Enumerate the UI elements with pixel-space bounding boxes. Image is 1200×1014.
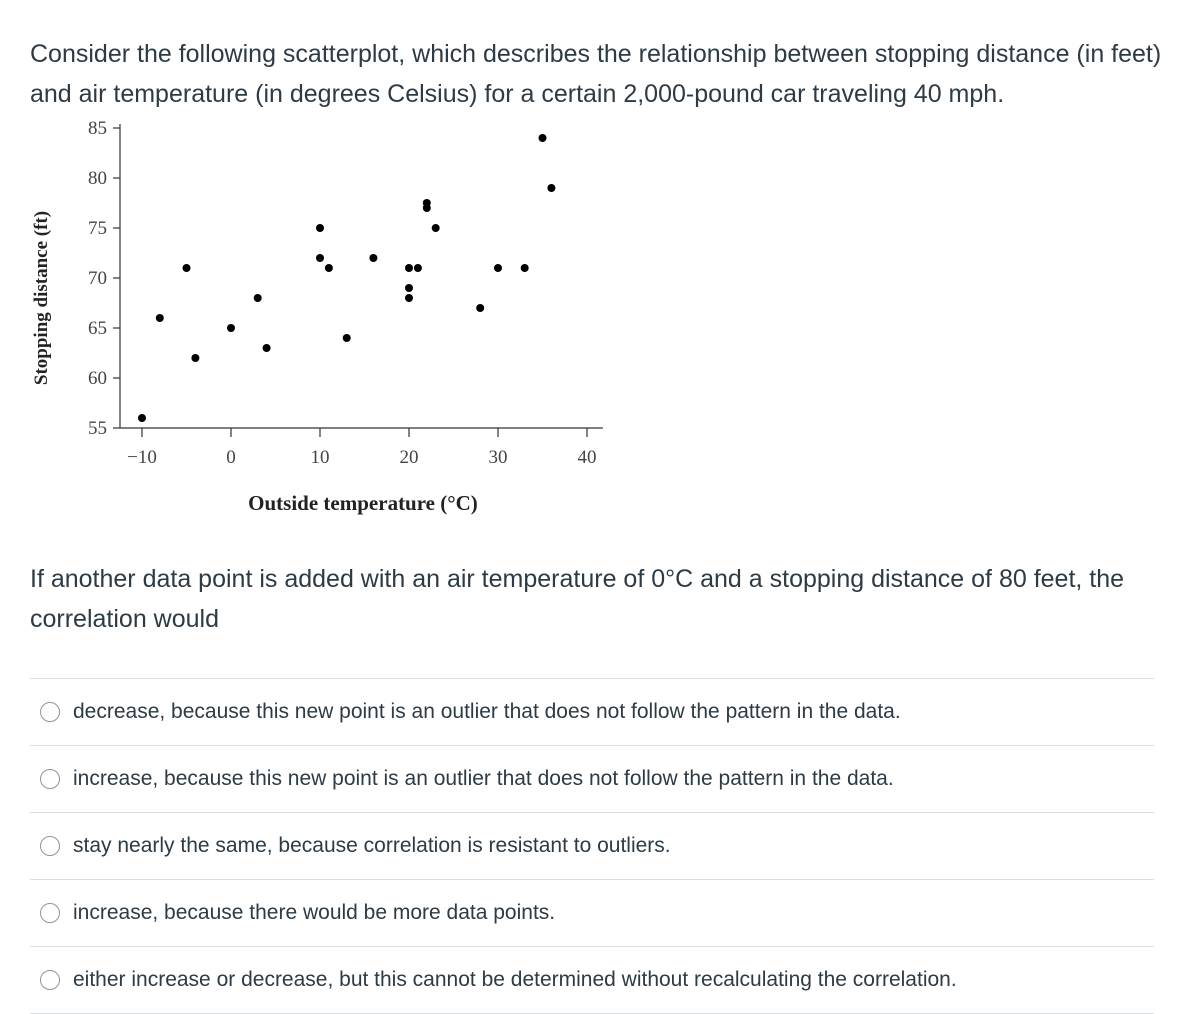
answer-label: either increase or decrease, but this cannot be determined without recalculating the correlation. [73, 968, 957, 991]
answer-option-3[interactable] [30, 813, 1154, 880]
data-point [369, 254, 377, 262]
answer-option-5[interactable] [30, 947, 1154, 1014]
x-tick-label: 10 [310, 447, 330, 468]
data-point [316, 224, 324, 232]
data-point [183, 264, 191, 272]
x-tick-label: −10 [127, 447, 157, 468]
data-point [254, 294, 262, 302]
x-tick-label: 40 [577, 447, 597, 468]
answer-list [30, 678, 1154, 1014]
data-point [405, 294, 413, 302]
data-point [343, 334, 351, 342]
y-tick-label: 85 [88, 118, 107, 139]
data-point [405, 264, 413, 272]
radio-button[interactable] [40, 769, 60, 789]
data-point [325, 264, 333, 272]
y-tick-label: 65 [88, 318, 107, 339]
answer-label: increase, because there would be more data points. [73, 901, 556, 924]
answer-label: stay nearly the same, because correlation is resistant to outliers. [73, 834, 671, 857]
data-point [414, 264, 422, 272]
data-point [316, 254, 324, 262]
answer-option-4[interactable] [30, 880, 1154, 947]
data-point [227, 324, 235, 332]
answer-label: decrease, because this new point is an outlier that does not follow the pattern in the data. [73, 700, 901, 723]
x-tick-label: 20 [399, 447, 419, 468]
data-point [432, 224, 440, 232]
y-tick-label: 55 [88, 418, 107, 439]
y-tick-label: 70 [88, 268, 107, 289]
data-point [423, 199, 431, 207]
question-body: If another data point is added with an air temperature of 0°C and a stopping distance of 80 feet, the correlation would [30, 565, 1125, 633]
x-tick-label: 30 [488, 447, 508, 468]
x-tick-label: 0 [226, 447, 236, 468]
data-point [263, 344, 271, 352]
radio-button[interactable] [40, 903, 60, 923]
y-tick-label: 80 [88, 168, 107, 189]
scatterplot [0, 110, 640, 530]
data-point [494, 264, 502, 272]
y-tick-label: 75 [88, 218, 107, 239]
scatterplot-svg [0, 110, 640, 530]
answer-label: increase, because this new point is an outlier that does not follow the pattern in the data. [73, 767, 894, 790]
radio-button[interactable] [40, 702, 60, 722]
data-point [539, 134, 547, 142]
data-point [191, 354, 199, 362]
data-point [476, 304, 484, 312]
radio-button[interactable] [40, 970, 60, 990]
y-axis-title: Stopping distance (ft) [31, 210, 52, 386]
answer-option-2[interactable] [30, 746, 1154, 813]
data-point [547, 184, 555, 192]
answer-option-1[interactable] [30, 679, 1154, 746]
radio-button[interactable] [40, 836, 60, 856]
y-tick-label: 60 [88, 368, 107, 389]
data-point [405, 284, 413, 292]
data-point [138, 414, 146, 422]
question-intro: Consider the following scatterplot, which describes the relationship between stopping distance (in feet) and air temperature (in degrees Celsius) for a certain 2,000-pound car traveling 40 mph. [30, 40, 1162, 108]
data-point [156, 314, 164, 322]
x-axis-title: Outside temperature (°C) [248, 491, 478, 515]
data-point [521, 264, 529, 272]
